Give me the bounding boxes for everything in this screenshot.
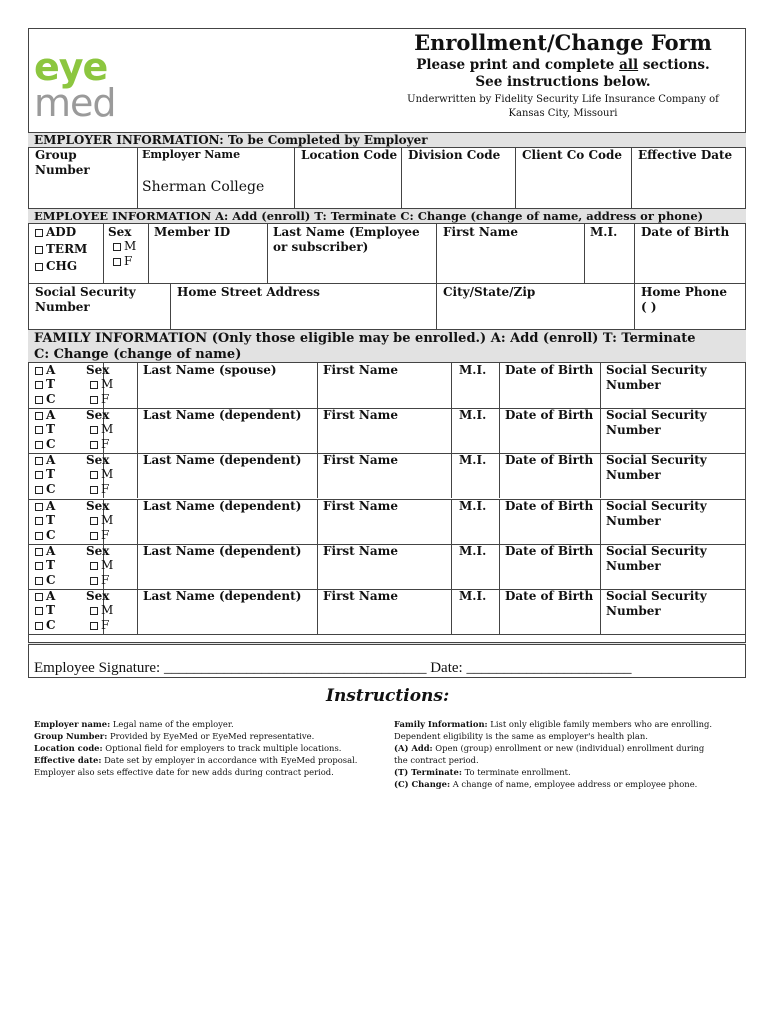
family-action-a[interactable]: A (35, 499, 55, 514)
family-first-name-label: First Name (323, 589, 398, 603)
divider (317, 544, 318, 589)
family-action-c[interactable]: C (35, 618, 56, 633)
checkbox[interactable] (90, 622, 98, 630)
header-subtitle-2: See instructions below. (475, 74, 651, 90)
divider (499, 453, 500, 498)
checkbox[interactable] (35, 457, 43, 465)
divider (137, 499, 138, 544)
family-action-a[interactable]: A (35, 453, 55, 468)
divider (515, 148, 516, 208)
family-action-a[interactable]: A (35, 363, 55, 378)
family-action-c[interactable]: C (35, 573, 56, 588)
action-chg[interactable]: CHG (35, 259, 77, 274)
checkbox[interactable] (90, 381, 98, 389)
divider (600, 544, 601, 589)
family-section-title-2: C: Change (change of name) (34, 347, 242, 362)
checkbox[interactable] (35, 263, 43, 271)
underwriter-line-1: Underwritten by Fidelity Security Life Insurance Company of (407, 94, 719, 105)
divider (148, 224, 149, 283)
instruction-line: Location code: Optional field for employers to track multiple locations. (34, 743, 342, 753)
instruction-line: Employer also sets effective date for new adds during contract period. (34, 767, 334, 777)
checkbox[interactable] (35, 412, 43, 420)
divider (317, 589, 318, 634)
family-sex-m[interactable]: M (90, 558, 113, 573)
employee-section-title: EMPLOYEE INFORMATION A: Add (enroll) T: Terminate C: Change (change of name, address or phone) (34, 209, 704, 223)
divider (137, 589, 138, 634)
divider (451, 499, 452, 544)
checkbox[interactable] (35, 577, 43, 585)
sex-label: Sex (108, 225, 132, 239)
family-sex-label: Sex (86, 363, 110, 377)
checkbox[interactable] (35, 548, 43, 556)
family-mi-label: M.I. (459, 499, 487, 513)
underwriter-line-2: Kansas City, Missouri (508, 108, 618, 119)
family-action-t[interactable]: T (35, 513, 55, 528)
divider (317, 453, 318, 498)
family-dob-label: Date of Birth (505, 408, 594, 422)
divider (499, 499, 500, 544)
family-action-t[interactable]: T (35, 558, 55, 573)
divider (600, 499, 601, 544)
checkbox[interactable] (90, 486, 98, 494)
family-first-name-label: First Name (323, 453, 398, 467)
checkbox[interactable] (35, 471, 43, 479)
logo-eye-text: eye (34, 46, 108, 89)
checkbox[interactable] (35, 396, 43, 404)
family-action-c[interactable]: C (35, 528, 56, 543)
instruction-line: (C) Change: A change of name, employee address or employee phone. (394, 779, 698, 789)
employee-ssn-label: Social Security Number (35, 285, 136, 314)
checkbox[interactable] (90, 426, 98, 434)
divider (170, 283, 171, 329)
instruction-line: Employer name: Legal name of the employer. (34, 719, 234, 729)
family-section-header (28, 329, 746, 363)
employee-mi-label: M.I. (590, 225, 618, 239)
checkbox[interactable] (35, 503, 43, 511)
family-sex-m[interactable]: M (90, 467, 113, 482)
eyemed-logo (34, 46, 160, 120)
divider (600, 408, 601, 453)
family-last-name-label: Last Name (dependent) (143, 499, 302, 513)
employee-last-name-label: Last Name (Employee or subscriber) (273, 225, 420, 254)
divider (137, 363, 138, 408)
member-id-label: Member ID (154, 225, 231, 239)
instruction-line: Effective date: Date set by employer in accordance with EyeMed proposal. (34, 755, 358, 765)
action-term[interactable]: TERM (35, 242, 87, 257)
divider (631, 148, 632, 208)
family-sex-m[interactable]: M (90, 603, 113, 618)
family-sex-label: Sex (86, 453, 110, 467)
employer-section-header (28, 132, 746, 148)
family-ssn-label: Social Security Number (606, 363, 707, 392)
family-action-t[interactable]: T (35, 467, 55, 482)
instruction-line: (T) Terminate: To terminate enrollment. (394, 767, 571, 777)
checkbox[interactable] (113, 243, 121, 251)
employee-section-header (28, 208, 746, 224)
divider (137, 453, 138, 498)
divider (317, 499, 318, 544)
checkbox[interactable] (90, 607, 98, 615)
instruction-line: Dependent eligibility is the same as employer's health plan. (394, 731, 648, 741)
family-sex-label: Sex (86, 408, 110, 422)
divider (451, 544, 452, 589)
family-ssn-label: Social Security Number (606, 453, 707, 482)
family-first-name-label: First Name (323, 408, 398, 422)
family-first-name-label: First Name (323, 544, 398, 558)
checkbox[interactable] (90, 471, 98, 479)
family-last-name-label: Last Name (dependent) (143, 544, 302, 558)
family-action-a[interactable]: A (35, 589, 55, 604)
divider (451, 453, 452, 498)
divider (137, 544, 138, 589)
divider (436, 224, 437, 283)
location-code-label: Location Code (301, 148, 398, 162)
checkbox[interactable] (90, 396, 98, 404)
employer-section-title: EMPLOYER INFORMATION: To be Completed by Employer (34, 133, 428, 147)
checkbox[interactable] (90, 577, 98, 585)
family-sex-f[interactable]: F (90, 482, 109, 497)
divider (451, 408, 452, 453)
divider (634, 283, 635, 329)
action-add[interactable]: ADD (35, 225, 76, 240)
family-mi-label: M.I. (459, 408, 487, 422)
checkbox[interactable] (35, 486, 43, 494)
family-ssn-label: Social Security Number (606, 589, 707, 618)
family-sex-label: Sex (86, 499, 110, 513)
family-dob-label: Date of Birth (505, 544, 594, 558)
employee-signature-line[interactable]: Employee Signature: ___________________________________ Date: ______________________ (34, 660, 632, 676)
family-action-t[interactable]: T (35, 422, 55, 437)
divider (294, 148, 295, 208)
divider (584, 224, 585, 283)
family-first-name-label: First Name (323, 363, 398, 377)
family-dob-label: Date of Birth (505, 363, 594, 377)
checkbox[interactable] (90, 441, 98, 449)
family-ssn-label: Social Security Number (606, 408, 707, 437)
page-title: Enrollment/Change Form (414, 30, 712, 55)
employer-name-value[interactable]: Sherman College (142, 179, 265, 195)
checkbox[interactable] (35, 426, 43, 434)
employee-dob-label: Date of Birth (641, 225, 730, 239)
divider (28, 634, 746, 635)
instruction-line: Group Number: Provided by EyeMed or EyeMed representative. (34, 731, 315, 741)
family-action-c[interactable]: C (35, 437, 56, 452)
checkbox[interactable] (90, 562, 98, 570)
divider (634, 224, 635, 283)
family-action-c[interactable]: C (35, 482, 56, 497)
checkbox[interactable] (90, 532, 98, 540)
instruction-line: (A) Add: Open (group) enrollment or new (individual) enrollment during (394, 743, 705, 753)
checkbox[interactable] (35, 381, 43, 389)
family-dob-label: Date of Birth (505, 499, 594, 513)
family-dob-label: Date of Birth (505, 589, 594, 603)
family-section-title-1: FAMILY INFORMATION (Only those eligible may be enrolled.) A: Add (enroll) T: Terminate (34, 331, 696, 346)
family-sex-label: Sex (86, 589, 110, 603)
employee-first-name-label: First Name (443, 225, 518, 239)
family-mi-label: M.I. (459, 544, 487, 558)
divider (103, 224, 104, 283)
signature-separator (28, 642, 746, 645)
checkbox[interactable] (35, 441, 43, 449)
family-last-name-label: Last Name (spouse) (143, 363, 277, 377)
divider (317, 408, 318, 453)
family-first-name-label: First Name (323, 499, 398, 513)
checkbox[interactable] (35, 517, 43, 525)
family-action-c[interactable]: C (35, 392, 56, 407)
checkbox[interactable] (35, 367, 43, 375)
family-mi-label: M.I. (459, 453, 487, 467)
family-last-name-label: Last Name (dependent) (143, 453, 302, 467)
divider (451, 363, 452, 408)
family-sex-m[interactable]: M (90, 513, 113, 528)
divider (401, 148, 402, 208)
instructions-title: Instructions: (326, 686, 450, 706)
instruction-line: the contract period. (394, 755, 479, 765)
city-state-zip-label: City/State/Zip (443, 285, 536, 299)
family-sex-label: Sex (86, 544, 110, 558)
group-number-label: Group Number (35, 148, 90, 177)
divider (436, 283, 437, 329)
family-action-t[interactable]: T (35, 603, 55, 618)
family-action-t[interactable]: T (35, 377, 55, 392)
client-co-code-label: Client Co Code (522, 148, 623, 162)
home-address-label: Home Street Address (177, 285, 320, 299)
family-mi-label: M.I. (459, 589, 487, 603)
family-sex-f[interactable]: F (90, 573, 109, 588)
checkbox[interactable] (35, 532, 43, 540)
checkbox[interactable] (90, 517, 98, 525)
family-dob-label: Date of Birth (505, 453, 594, 467)
divider (28, 283, 746, 284)
divider (499, 589, 500, 634)
division-code-label: Division Code (408, 148, 501, 162)
checkbox[interactable] (113, 258, 121, 266)
divider (600, 363, 601, 408)
family-sex-f[interactable]: F (90, 392, 109, 407)
divider (499, 363, 500, 408)
divider (600, 589, 601, 634)
family-sex-f[interactable]: F (90, 618, 109, 633)
family-sex-m[interactable]: M (90, 377, 113, 392)
family-action-a[interactable]: A (35, 408, 55, 423)
employer-name-label: Employer Name (142, 148, 241, 161)
divider (499, 408, 500, 453)
divider (600, 453, 601, 498)
family-ssn-label: Social Security Number (606, 499, 707, 528)
family-action-a[interactable]: A (35, 544, 55, 559)
checkbox[interactable] (35, 562, 43, 570)
divider (451, 589, 452, 634)
family-mi-label: M.I. (459, 363, 487, 377)
divider (317, 363, 318, 408)
checkbox[interactable] (35, 622, 43, 630)
family-sex-f[interactable]: F (90, 528, 109, 543)
divider (267, 224, 268, 283)
header-subtitle: Please print and complete all sections. (416, 57, 710, 73)
family-last-name-label: Last Name (dependent) (143, 408, 302, 422)
instruction-line: Family Information: List only eligible family members who are enrolling. (394, 719, 713, 729)
family-last-name-label: Last Name (dependent) (143, 589, 302, 603)
checkbox[interactable] (35, 607, 43, 615)
sex-m-option[interactable]: M (113, 239, 136, 254)
divider (137, 148, 138, 208)
logo-med-text: med (34, 81, 116, 120)
divider (137, 408, 138, 453)
family-sex-f[interactable]: F (90, 437, 109, 452)
sex-f-option[interactable]: F (113, 254, 132, 269)
family-ssn-label: Social Security Number (606, 544, 707, 573)
checkbox[interactable] (35, 229, 43, 237)
effective-date-label: Effective Date (638, 148, 733, 162)
home-phone-label: Home Phone ( ) (641, 285, 727, 314)
checkbox[interactable] (35, 593, 43, 601)
family-sex-m[interactable]: M (90, 422, 113, 437)
checkbox[interactable] (35, 246, 43, 254)
divider (499, 544, 500, 589)
